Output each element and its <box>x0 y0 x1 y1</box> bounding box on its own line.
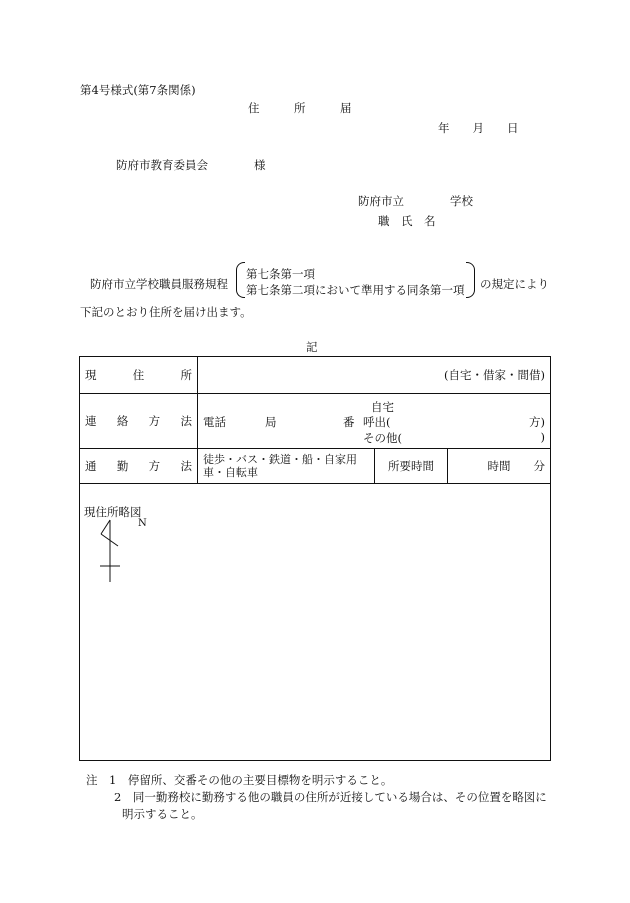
label-char: 方 <box>148 459 161 473</box>
other-label: その他( <box>363 431 402 445</box>
call-close: 方) <box>529 415 545 429</box>
compass-icon <box>96 518 126 586</box>
north-label: N <box>138 518 147 529</box>
form-number: 第4号様式(第7条関係) <box>80 83 196 97</box>
note-2-continued: 明示すること。 <box>122 807 203 821</box>
sketch-label: 現住所略図 <box>84 505 142 519</box>
label-char: 現 <box>85 368 97 382</box>
current-address-field[interactable] <box>198 357 551 394</box>
rule-name: 防府市立学校職員服務規程 <box>90 277 228 291</box>
bracket-right <box>466 262 475 298</box>
phone-label: 電話 <box>203 415 226 429</box>
date-line: 年 月 日 <box>438 121 519 135</box>
label-char: 法 <box>180 414 192 428</box>
rule-option-1: 第七条第一項 <box>246 267 315 281</box>
addressee-honorific: 様 <box>254 158 266 172</box>
travel-time-units: 時間 分 <box>487 459 545 473</box>
label-char: 住 <box>132 368 145 382</box>
school-name: 防府市立 学校 <box>358 194 473 208</box>
commute-options-field[interactable] <box>198 449 375 484</box>
table-row <box>80 357 551 394</box>
ki-heading: 記 <box>306 340 318 354</box>
contact-method-label <box>80 394 198 449</box>
addressee: 防府市教育委員会 <box>116 158 208 172</box>
note-1: 注 1 停留所、交番その他の主要目標物を明示すること。 <box>86 773 393 787</box>
contact-method-field[interactable] <box>198 394 551 449</box>
travel-time-field[interactable] <box>448 449 551 484</box>
table-row <box>80 449 551 484</box>
address-sketch-area[interactable] <box>80 484 551 761</box>
table-row <box>80 484 551 761</box>
label-char: 連 <box>85 414 97 428</box>
label-char: 所 <box>180 368 192 382</box>
travel-time-text: 所要時間 <box>388 459 434 473</box>
rule-after: の規定により <box>480 277 549 291</box>
commute-options: 徒歩・バス・鉄道・船・自家用車・自転車 <box>203 453 357 479</box>
phone-number-label: 番 <box>343 415 355 429</box>
label-char: 勤 <box>116 459 129 473</box>
label-char: 方 <box>148 414 161 428</box>
call-label: 呼出( <box>363 415 391 429</box>
bracket-left <box>236 262 245 298</box>
table-row <box>80 394 551 449</box>
address-form-table <box>79 356 551 761</box>
rule-option-2: 第七条第二項において準用する同条第一項 <box>246 283 465 297</box>
residence-type: (自宅・借家・間借) <box>444 368 545 382</box>
staff-name: 職 氏 名 <box>378 214 436 228</box>
rule-line-2: 下記のとおり住所を届け出ます。 <box>80 305 252 319</box>
travel-time-label <box>375 449 448 484</box>
home-label: 自宅 <box>371 400 394 414</box>
commute-method-label <box>80 449 198 484</box>
phone-exchange-label: 局 <box>265 415 277 429</box>
form-title: 住 所 届 <box>248 101 352 115</box>
label-char: 絡 <box>116 414 129 428</box>
note-2: 2 同一勤務校に勤務する他の職員の住所が近接している場合は、その位置を略図に <box>114 790 547 804</box>
label-char: 通 <box>85 459 97 473</box>
label-char: 法 <box>180 459 192 473</box>
other-close: ) <box>540 430 545 444</box>
current-address-label <box>80 357 198 394</box>
